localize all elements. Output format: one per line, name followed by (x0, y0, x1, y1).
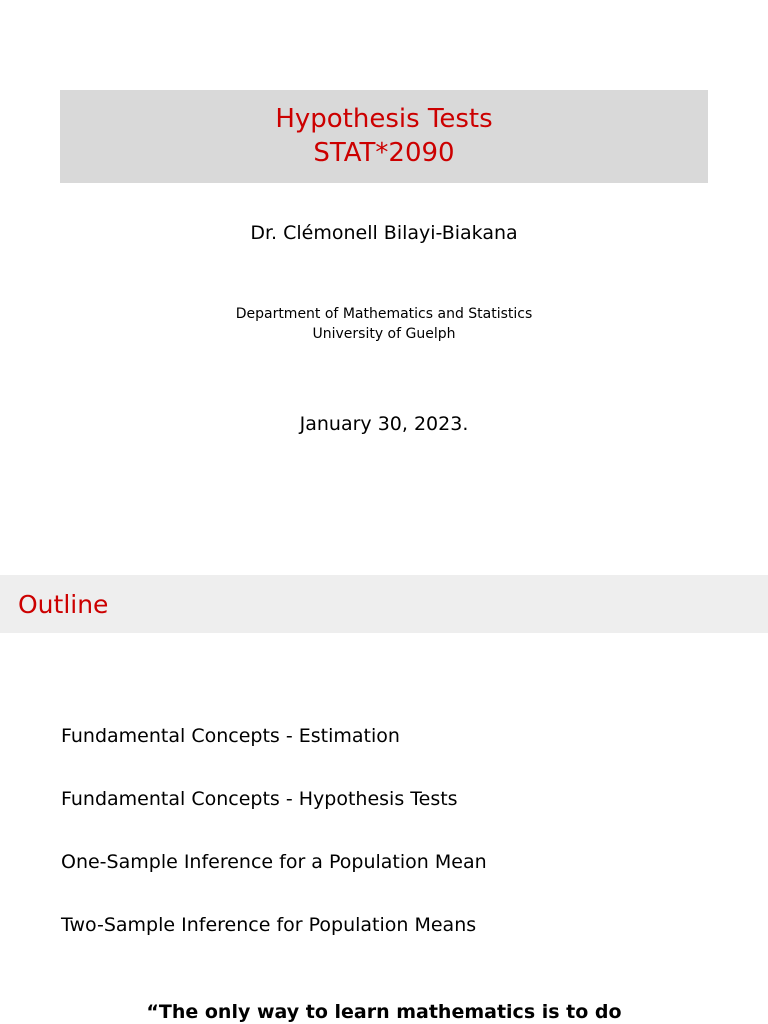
university-name: University of Guelph (312, 326, 456, 342)
quote-text: “The only way to learn mathematics is to do (146, 1001, 622, 1023)
outline-item: Fundamental Concepts - Estimation (61, 725, 400, 747)
title-box (60, 90, 708, 183)
outline-item: Fundamental Concepts - Hypothesis Tests (61, 788, 458, 810)
outline-list (61, 722, 487, 974)
institute-block (0, 304, 768, 344)
presentation-title: Hypothesis Tests (275, 104, 493, 134)
outline-item: Two-Sample Inference for Population Means (61, 914, 477, 936)
author-name: Dr. Clémonell Bilayi-Biakana (250, 222, 518, 244)
course-code: STAT*2090 (313, 138, 455, 168)
outline-title: Outline (18, 590, 109, 619)
outline-item: One-Sample Inference for a Population Mean (61, 851, 487, 873)
frame-title-bar (0, 575, 768, 633)
department-name: Department of Mathematics and Statistics (235, 306, 533, 322)
presentation-date: January 30, 2023. (299, 413, 469, 435)
